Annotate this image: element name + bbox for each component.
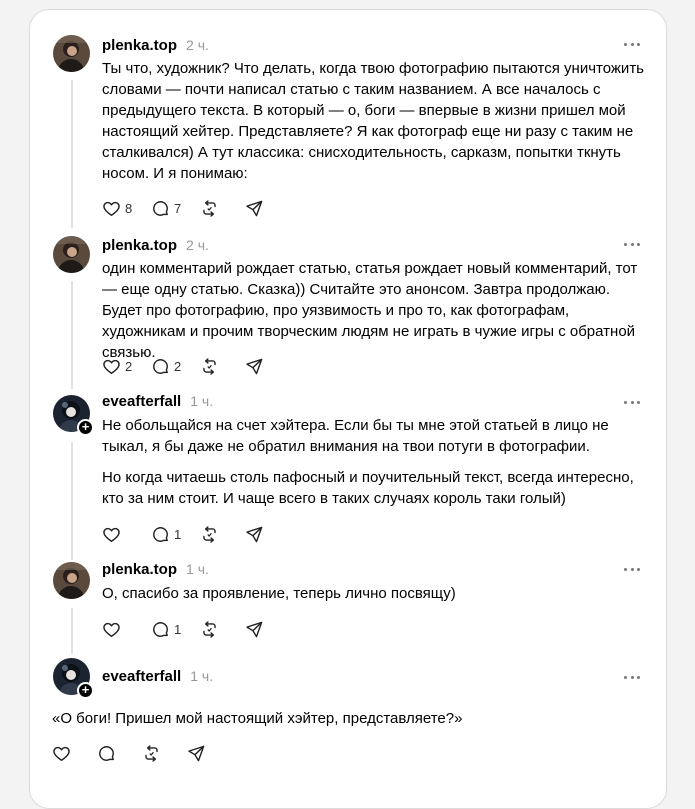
repost-button[interactable] (200, 357, 219, 376)
avatar[interactable] (53, 562, 90, 599)
timestamp[interactable]: 2 ч. (186, 237, 209, 253)
post-actions (102, 356, 290, 376)
reply-button[interactable] (151, 357, 182, 376)
heart-icon (102, 525, 121, 544)
thread-connector (71, 80, 73, 228)
thread-connector (71, 608, 73, 654)
timestamp[interactable]: 2 ч. (186, 37, 209, 53)
post-paragraph: «О боги! Пришел мой настоящий хэйтер, представляете?» (52, 710, 463, 727)
thread-card (29, 9, 667, 809)
post-header (102, 393, 213, 413)
avatar[interactable] (53, 236, 90, 273)
more-icon[interactable] (624, 397, 640, 407)
post-text (102, 583, 650, 604)
post-paragraph: Не обольщайся на счет хэйтера. Если бы ты мне этой статьей в лицо не тыкал, я бы даже не обратил внимания на твои потуги в фотографии. (102, 417, 609, 455)
avatar[interactable] (53, 35, 90, 72)
like-count: 2 (125, 358, 133, 374)
reply-button[interactable] (151, 620, 182, 639)
more-icon[interactable] (624, 239, 640, 249)
reply-button[interactable] (151, 525, 182, 544)
avatar[interactable] (53, 395, 90, 432)
follow-plus-icon[interactable]: + (77, 419, 94, 436)
comment-icon (97, 744, 116, 763)
share-icon (245, 199, 264, 218)
repost-button[interactable] (142, 744, 161, 763)
post-actions (102, 198, 290, 218)
repost-icon (200, 525, 219, 544)
share-icon (187, 744, 206, 763)
username[interactable]: eveafterfall (102, 668, 182, 685)
share-button[interactable] (187, 744, 206, 763)
repost-button[interactable] (200, 525, 219, 544)
share-button[interactable] (245, 620, 264, 639)
repost-icon (200, 620, 219, 639)
post-paragraph: один комментарий рождает статью, статья рождает новый комментарий, тот — еще одну статью. Сказка)) Считайте это анонсом. Завтра продолжаю. Будет про фотографию, про уязвимость и про то, как фотографам, художникам и прочим творческим людям не играть в чужие игры с обратной связью. (102, 260, 638, 361)
post-actions (102, 619, 290, 639)
thread-connector (71, 281, 73, 389)
reply-count: 7 (174, 200, 182, 216)
comment-icon (151, 525, 170, 544)
share-icon (245, 525, 264, 544)
comment-icon (151, 199, 170, 218)
share-button[interactable] (245, 525, 264, 544)
post-text (102, 58, 650, 184)
reply-button[interactable] (97, 744, 116, 763)
repost-button[interactable] (200, 620, 219, 639)
reply-count: 2 (174, 358, 182, 374)
like-button[interactable] (102, 357, 133, 376)
heart-icon (52, 744, 71, 763)
post-text (102, 258, 650, 363)
more-icon[interactable] (624, 39, 640, 49)
share-button[interactable] (245, 357, 264, 376)
timestamp[interactable]: 1 ч. (190, 393, 214, 409)
post-header (102, 561, 209, 581)
post-paragraph: Но когда читаешь столь пафосный и поучительный текст, всегда интересно, кто за ним стоит. И чаще всего в таких случаях король таки голый) (102, 469, 634, 507)
reply-button[interactable] (151, 199, 182, 218)
username[interactable]: eveafterfall (102, 393, 182, 410)
like-count: 8 (125, 200, 133, 216)
more-icon[interactable] (624, 564, 640, 574)
post-header (102, 237, 209, 257)
username[interactable]: plenka.top (102, 237, 178, 254)
follow-plus-icon[interactable]: + (77, 682, 94, 699)
post-header (102, 668, 213, 688)
share-button[interactable] (245, 199, 264, 218)
more-icon[interactable] (624, 672, 640, 682)
heart-icon (102, 357, 121, 376)
username[interactable]: plenka.top (102, 37, 178, 54)
reply-count: 1 (174, 526, 182, 542)
post-header (102, 37, 209, 57)
share-icon (245, 357, 264, 376)
timestamp[interactable]: 1 ч. (190, 668, 214, 684)
share-icon (245, 620, 264, 639)
repost-icon (200, 199, 219, 218)
post-actions (102, 524, 290, 544)
post-text (52, 708, 462, 729)
avatar[interactable] (53, 658, 90, 695)
like-button[interactable] (52, 744, 71, 763)
reply-count: 1 (174, 621, 182, 637)
repost-button[interactable] (200, 199, 219, 218)
thread-connector (71, 442, 73, 560)
like-button[interactable] (102, 199, 133, 218)
post-paragraph: О, спасибо за проявление, теперь лично посвящу) (102, 585, 456, 602)
like-button[interactable] (102, 525, 133, 544)
post-actions (52, 743, 232, 763)
comment-icon (151, 620, 170, 639)
heart-icon (102, 199, 121, 218)
comment-icon (151, 357, 170, 376)
like-button[interactable] (102, 620, 133, 639)
username[interactable]: plenka.top (102, 561, 178, 578)
repost-icon (200, 357, 219, 376)
heart-icon (102, 620, 121, 639)
repost-icon (142, 744, 161, 763)
timestamp[interactable]: 1 ч. (186, 561, 209, 577)
post-paragraph: Ты что, художник? Что делать, когда твою фотографию пытаются уничтожить словами — почти написал статью с таким названием. А все началось с предыдущего текста. В который — о, боги — впервые в жизни пришел мой настоящий хейтер. Представляете? Я как фотограф еще ни разу с таким не сталкивался) А тут классика: снисходительность, сарказм, попытки ткнуть носом. И я понимаю: (102, 60, 644, 182)
post-text (102, 415, 650, 509)
